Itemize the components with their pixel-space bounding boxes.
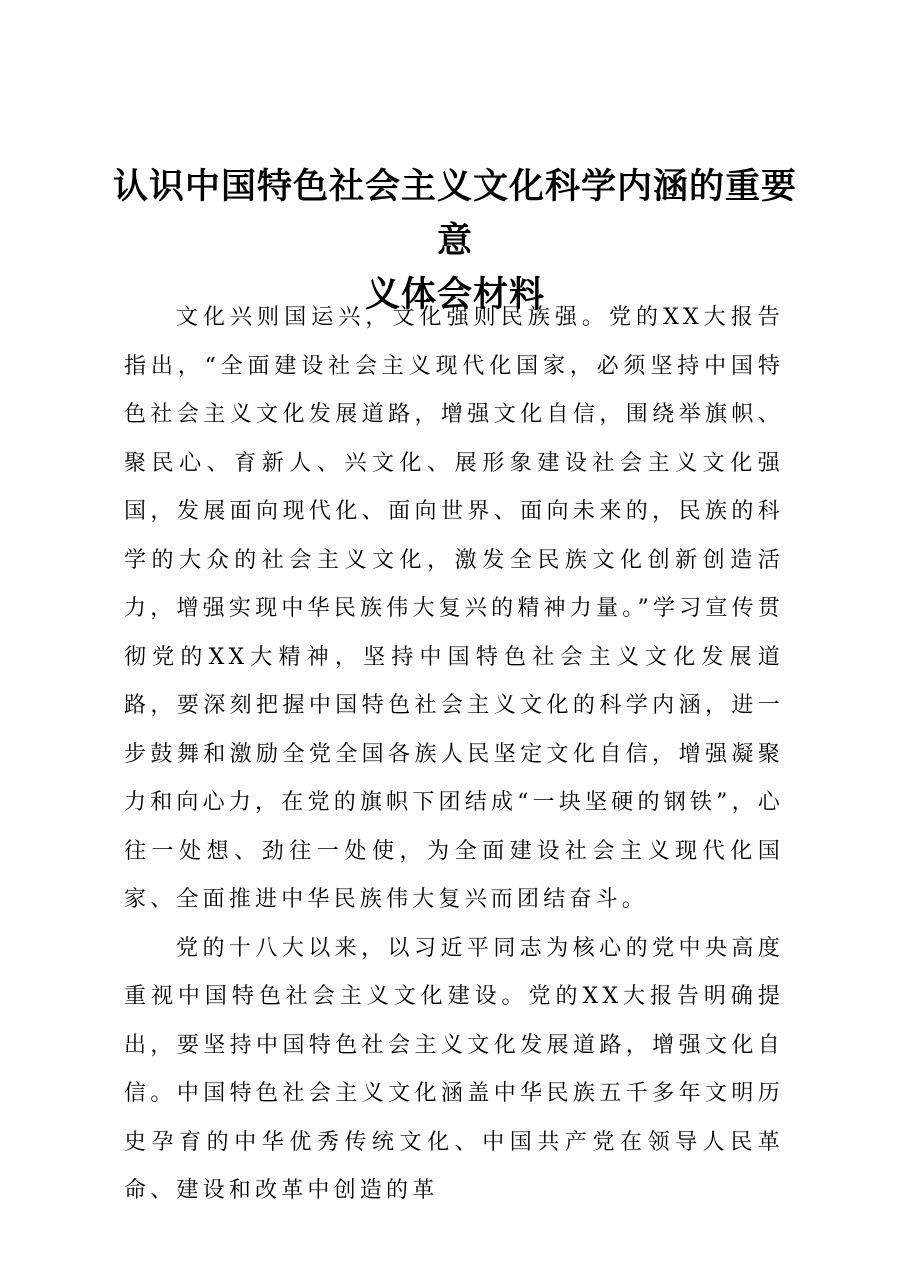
title-line-1: 认识中国特色社会主义文化科学内涵的重要意 <box>112 167 797 261</box>
title-line-2: 义体会材料 <box>364 275 545 315</box>
document-body <box>124 294 784 1216</box>
paragraph-1: 文化兴则国运兴，文化强则民族强。党的XX大报告指出，“全面建设社会主义现代化国家，必须坚持中国特色社会主义文化发展道路，增强文化自信，围绕举旗帜、聚民心、育新人、兴文化、展形象建设社会主义文化强国，发展面向现代化、面向世界、面向未来的，民族的科学的大众的社会主义文化，激发全民族文化创新创造活力，增强实现中华民族伟大复兴的精神力量。”学习宣传贯彻党的XX大精神，坚持中国特色社会主义文化发展道路，要深刻把握中国特色社会主义文化的科学内涵，进一步鼓舞和激励全党全国各族人民坚定文化自信，增强凝聚力和向心力，在党的旗帜下团结成“一块坚硬的钢铁”，心往一处想、劲往一处使，为全面建设社会主义现代化国家、全面推进中华民族伟大复兴而团结奋斗。 <box>124 305 784 912</box>
paragraph-2: 党的十八大以来，以习近平同志为核心的党中央高度重视中国特色社会主义文化建设。党的XX大报告明确提出，要坚持中国特色社会主义文化发展道路，增强文化自信。中国特色社会主义文化涵盖中华民族五千多年文明历史孕育的中华优秀传统文化、中国共产党在领导人民革命、建设和改革中创造的革 <box>124 935 784 1203</box>
